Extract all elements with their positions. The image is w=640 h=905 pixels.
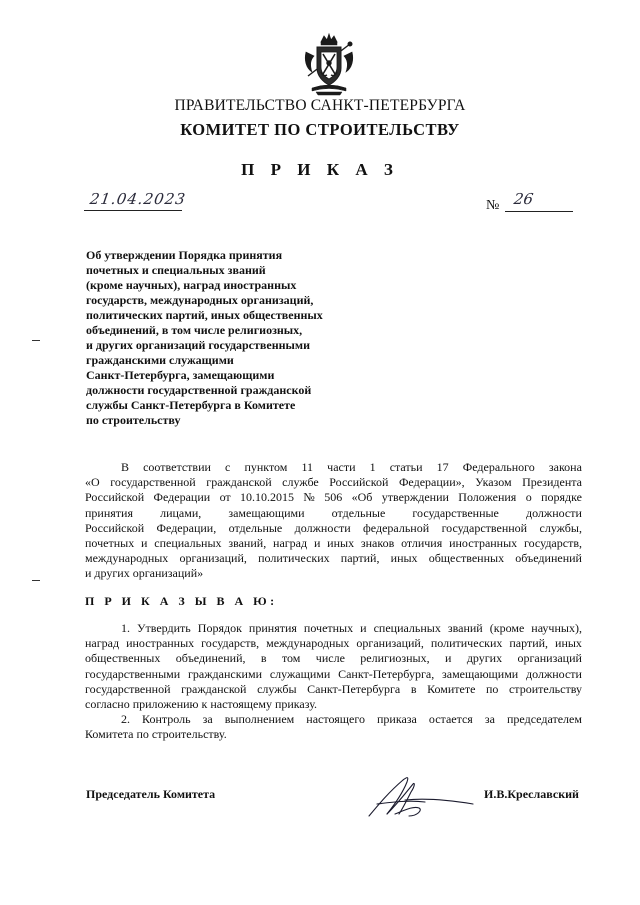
document-number: 26: [512, 190, 535, 208]
preamble-line: [85, 460, 582, 475]
word: Российской: [85, 490, 145, 505]
word: принятия: [248, 621, 297, 635]
word: порядке: [541, 490, 582, 505]
word: знаков: [360, 536, 395, 551]
word: званий,: [228, 536, 267, 551]
number-underline: [505, 211, 573, 212]
word: лицами,: [160, 505, 202, 520]
word: организаций,: [179, 551, 247, 566]
word: о: [525, 490, 532, 505]
word: службы,: [539, 520, 582, 535]
word: государственной: [85, 681, 171, 696]
word: служащими: [269, 666, 331, 681]
word: в: [410, 681, 417, 696]
word: принятия: [85, 505, 133, 520]
preamble-line: [85, 536, 582, 551]
word: иных: [555, 636, 582, 651]
word: В: [121, 460, 130, 474]
word: международных: [85, 551, 169, 566]
body-line: [85, 636, 582, 651]
body-line: [85, 712, 582, 727]
word: 1.: [121, 621, 130, 635]
word: замещающими: [228, 505, 305, 520]
subject-line: и других организаций государственными: [86, 338, 310, 352]
committee-name: КОМИТЕТ ПО СТРОИТЕЛЬСТВУ: [180, 120, 460, 139]
word: Санкт-Петербурга: [307, 681, 401, 696]
word: за: [202, 712, 213, 727]
word: Российской: [329, 475, 389, 490]
subject-line: (кроме научных), наград иностранных: [86, 278, 297, 292]
preamble-line: [85, 551, 582, 566]
word: политических: [430, 636, 503, 651]
body-line: [85, 682, 582, 697]
word: том: [281, 651, 301, 666]
word: званий: [447, 621, 483, 635]
word: Контроль: [142, 712, 191, 727]
word: Федерального: [462, 460, 535, 474]
date-underline: [84, 210, 182, 211]
word: государств,: [201, 636, 260, 651]
subject-line: Об утверждении Порядка принятия: [86, 248, 283, 262]
word: «Об: [351, 490, 373, 505]
word: специальных: [373, 621, 441, 635]
word: настоящего: [306, 712, 365, 727]
word: почетных: [85, 536, 135, 551]
word: должности: [525, 505, 582, 520]
subject-line: Санкт-Петербурга, замещающими: [86, 368, 275, 382]
signatory-title: Председатель Комитета: [86, 787, 216, 801]
number-label: №: [486, 198, 500, 213]
word: Положения: [458, 490, 517, 505]
preamble-line: [85, 506, 582, 521]
document-date: 21.04.2023: [88, 190, 188, 208]
word: почетных: [303, 621, 354, 635]
word: части: [327, 460, 356, 474]
word: иных: [327, 536, 355, 551]
word: Утвердить: [137, 621, 191, 635]
word: пунктом: [244, 460, 288, 474]
word: религиозных,: [360, 651, 430, 666]
word: Федерации»,: [398, 475, 465, 490]
word: №: [303, 490, 315, 505]
word: организаций,: [356, 636, 424, 651]
word: политических: [258, 551, 330, 566]
subject-line: гражданскими служащими: [86, 353, 234, 367]
word: гражданскими: [188, 666, 262, 681]
word: (кроме: [489, 621, 525, 635]
word: партий,: [509, 636, 549, 651]
word: объединений,: [175, 651, 246, 666]
word: научных),: [531, 621, 582, 635]
body-line: [85, 667, 582, 682]
government-name: ПРАВИТЕЛЬСТВО САНКТ-ПЕТЕРБУРГА: [174, 97, 466, 114]
word: иных: [390, 551, 418, 566]
preamble-line: [85, 490, 582, 505]
word: строительству: [508, 681, 582, 696]
word: отдельные: [228, 520, 283, 535]
word: Указом: [475, 475, 512, 490]
word: службы: [257, 681, 297, 696]
word: отдельные: [331, 505, 386, 520]
word: от: [219, 490, 231, 505]
word: других: [466, 651, 503, 666]
word: в: [260, 651, 267, 666]
word: партий,: [340, 551, 380, 566]
word: международных: [266, 636, 350, 651]
preamble-line: [85, 475, 582, 490]
word: государственные: [412, 505, 499, 520]
word: 17: [436, 460, 449, 474]
order-directive-word: П Р И К А З Ы В А Ю:: [85, 594, 278, 608]
word: по: [485, 681, 499, 696]
word: гражданской: [181, 681, 247, 696]
preamble-line: [85, 521, 582, 536]
word: статьи: [389, 460, 423, 474]
order-subject: [86, 248, 416, 428]
body-line: согласно приложению к настоящему приказу.: [85, 697, 318, 712]
body-line: [85, 621, 582, 636]
word: организаций: [517, 651, 582, 666]
subject-line: по строительству: [86, 413, 181, 427]
word: специальных: [154, 536, 222, 551]
margin-mark: [32, 340, 40, 341]
word: государств,: [523, 536, 582, 551]
preamble-paragraph: [85, 460, 582, 582]
word: иностранных: [449, 536, 518, 551]
signatory-name: И.В.Креславский: [484, 787, 579, 801]
margin-mark: [32, 580, 40, 581]
body-line: Комитета по строительству.: [85, 727, 227, 742]
word: остается: [428, 712, 473, 727]
subject-line: государств, международных организаций,: [86, 293, 314, 307]
word: за: [484, 712, 495, 727]
preamble-line: и других организаций»: [85, 566, 204, 581]
word: Санкт-Петербурга,: [338, 666, 435, 681]
word: общественных: [428, 551, 505, 566]
word: государственными: [85, 666, 181, 681]
coat-of-arms-icon: [302, 32, 356, 96]
subject-line: службы Санкт-Петербурга в Комитете: [86, 398, 296, 412]
subject-line: почетных и специальных званий: [86, 263, 266, 277]
subject-line: должности государственной гражданской: [86, 383, 312, 397]
word: 11: [301, 460, 314, 474]
word: и: [360, 621, 367, 635]
word: федеральной: [363, 520, 430, 535]
word: Федерации,: [156, 520, 217, 535]
word: числе: [315, 651, 345, 666]
word: 506: [324, 490, 343, 505]
word: государственной: [110, 475, 196, 490]
body-line: [85, 651, 582, 666]
document-type-title: П Р И К А З: [241, 160, 399, 179]
word: наград: [273, 536, 308, 551]
word: 10.10.2015: [240, 490, 295, 505]
word: иностранных: [126, 636, 195, 651]
word: выполнением: [224, 712, 295, 727]
word: объединений: [515, 551, 582, 566]
word: и: [141, 536, 148, 551]
handwritten-signature: [365, 770, 475, 822]
word: наград: [85, 636, 120, 651]
word: замещающими: [442, 666, 519, 681]
word: Порядок: [197, 621, 242, 635]
word: должности: [294, 520, 351, 535]
word: службе: [282, 475, 319, 490]
word: председателем: [507, 712, 582, 727]
subject-line: политических партий, иных общественных: [86, 308, 323, 322]
word: гражданской: [206, 475, 272, 490]
word: утверждении: [381, 490, 449, 505]
word: с: [225, 460, 231, 474]
word: Федерации: [153, 490, 211, 505]
subject-line: объединений, в том числе религиозных,: [86, 323, 303, 337]
word: «О: [85, 475, 100, 490]
word: Президента: [522, 475, 582, 490]
word: должности: [526, 666, 582, 681]
word: 2.: [121, 712, 130, 727]
word: общественных: [85, 651, 161, 666]
word: закона: [548, 460, 582, 474]
word: соответствии: [143, 460, 211, 474]
order-body: [85, 621, 582, 743]
word: и: [445, 651, 452, 666]
word: приказа: [376, 712, 417, 727]
word: государственной: [441, 520, 528, 535]
word: Российской: [85, 520, 145, 535]
word: Комитете: [427, 681, 476, 696]
word: отличия: [401, 536, 443, 551]
word: 1: [369, 460, 376, 474]
word: и: [313, 536, 321, 551]
